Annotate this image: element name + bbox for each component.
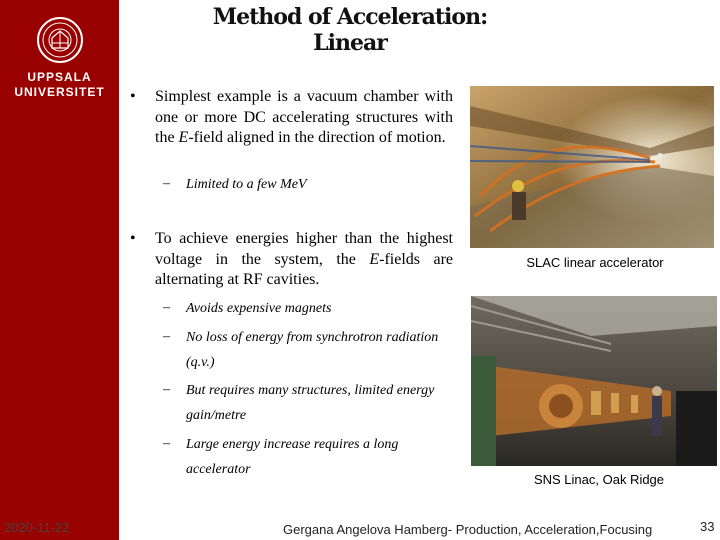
page-number: 33 <box>700 519 715 534</box>
sub-bullet-marker: – <box>163 329 170 344</box>
bullet-marker: • <box>130 88 136 105</box>
sub-bullet-text: Limited to a few MeV <box>186 177 307 192</box>
sub-bullet-text: Large energy increase requires a long accelerator <box>186 437 399 477</box>
sub-bullet-text: Avoids expensive magnets <box>186 301 332 316</box>
sub-bullet-marker: – <box>163 436 170 451</box>
university-sidebar <box>0 0 119 540</box>
university-name-line2: UNIVERSITET <box>14 85 105 99</box>
slide-footer: Gergana Angelova Hamberg- Production, Acceleration,Focusing <box>283 522 653 537</box>
bullet-text-dc-chamber: Simplest example is a vacuum chamber with one or more DC accelerating structures with the E-field aligned in the direction of motion. <box>155 88 453 146</box>
slide-title: Method of Acceleration: Linear <box>212 4 488 56</box>
sns-caption: SNS Linac, Oak Ridge <box>533 472 665 487</box>
university-name-line1: UPPSALA <box>27 70 92 84</box>
bullet-text-rf-cavities: To achieve energies higher than the highest voltage in the system, the E-fields are alternating at RF cavities. <box>155 230 454 288</box>
sub-bullet-marker: – <box>163 176 170 191</box>
sns-photo <box>471 296 717 466</box>
slide-date: 2020-11-22 <box>4 520 70 535</box>
sub-bullet-text: No loss of energy from synchrotron radiation (q.v.) <box>186 330 439 370</box>
sub-bullet-marker: – <box>163 300 170 315</box>
slac-caption: SLAC linear accelerator <box>526 255 664 270</box>
sub-bullet-text: But requires many structures, limited energy gain/metre <box>186 383 435 423</box>
university-seal-icon <box>36 16 84 64</box>
bullet-marker: • <box>130 230 136 247</box>
slac-photo <box>470 86 714 248</box>
sub-bullet-marker: – <box>163 382 170 397</box>
